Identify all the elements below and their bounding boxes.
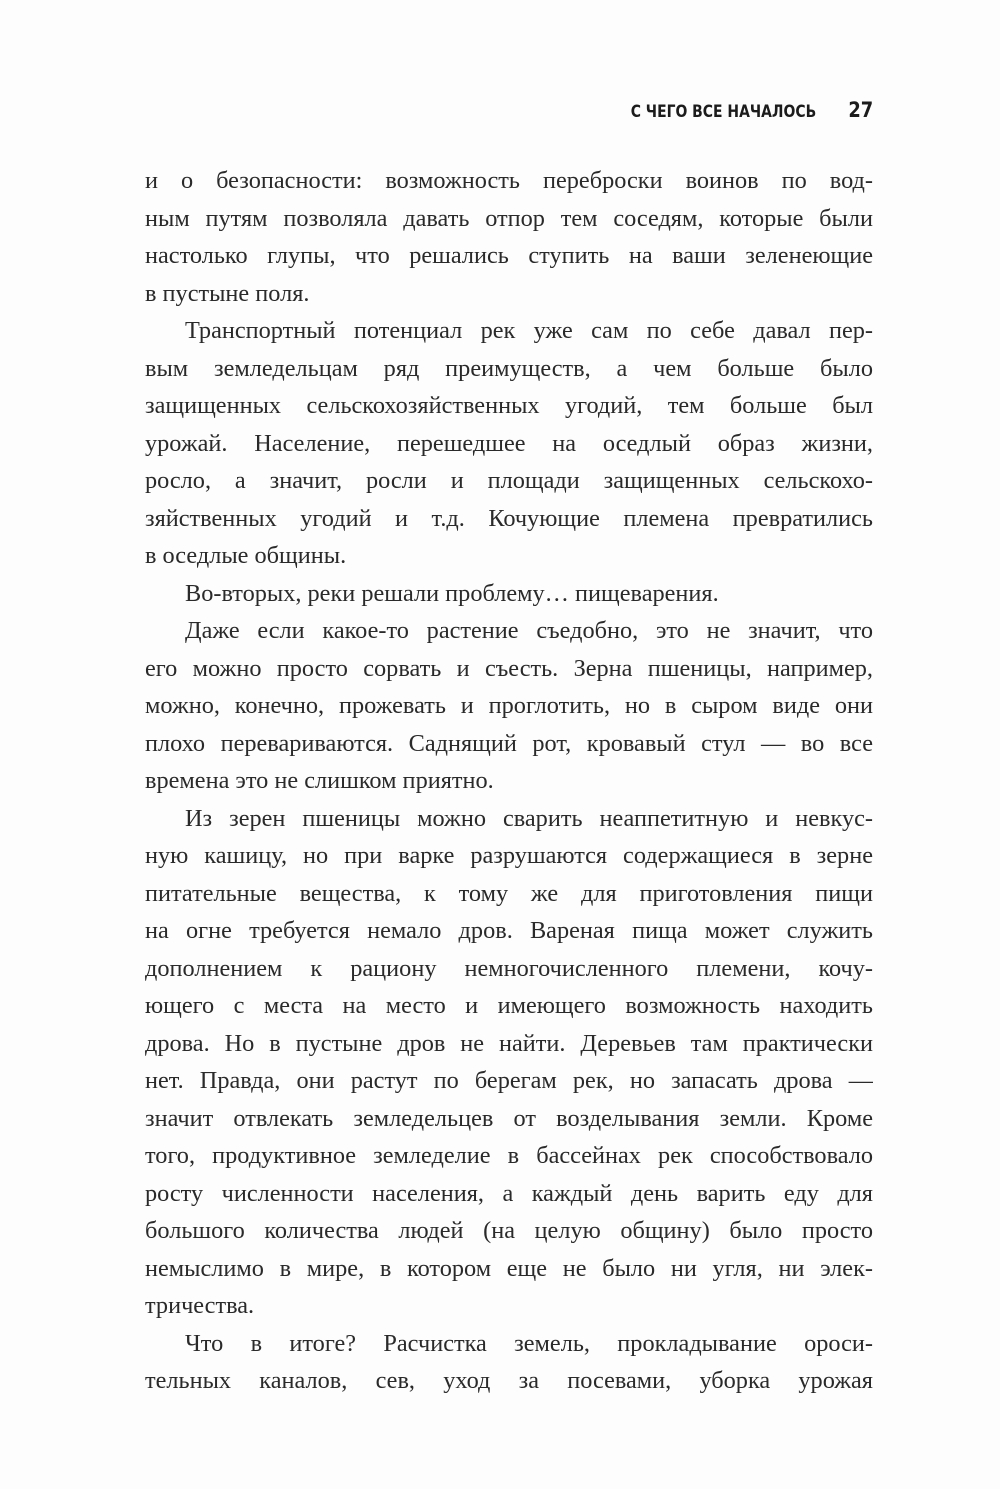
text-line: его можно просто сорвать и съесть. Зерна пшеницы, например, (145, 654, 873, 682)
text-line: Что в итоге? Расчистка земель, прокладывание ороси- (185, 1329, 873, 1357)
page-number: 27 (848, 98, 873, 122)
text-line: ным путям позволяла давать отпор тем соседям, которые были (145, 204, 873, 232)
paragraph (145, 312, 873, 575)
text-line: дрова. Но в пустыне дров не найти. Деревьев там практически (145, 1029, 873, 1057)
paragraph (145, 575, 873, 613)
paragraph (145, 800, 873, 1325)
text-line: времена это не слишком приятно. (145, 767, 494, 794)
text-line: большого количества людей (на целую общину) было просто (145, 1217, 873, 1244)
text-line: тричества. (145, 1292, 255, 1319)
text-line: настолько глупы, что решались ступить на ваши зеленеющие (145, 242, 873, 269)
text-line: урожай. Население, перешедшее на оседлый образ жизни, (145, 429, 873, 457)
chapter-title: С ЧЕГО ВСЕ НАЧАЛОСЬ (630, 102, 816, 122)
text-line: нет. Правда, они растут по берегам рек, но запасать дрова — (145, 1067, 873, 1094)
text-line: дополнением к рациону немногочисленного племени, кочу- (145, 954, 873, 982)
paragraph (145, 612, 873, 800)
text-line: того, продуктивное земледелие в бассейнах рек способствовало (145, 1142, 873, 1169)
text-line: зяйственных угодий и т.д. Кочующие племена превратились (145, 504, 873, 532)
text-line: ющего с места на место и имеющего возможность находить (145, 992, 873, 1019)
text-line: росту численности населения, а каждый день варить еду для (145, 1179, 873, 1207)
text-line: и о безопасности: возможность переброски воинов по вод- (145, 167, 873, 194)
text-line: питательные вещества, к тому же для приготовления пищи (145, 879, 873, 907)
text-line: на огне требуется немало дров. Вареная пища может служить (145, 917, 873, 944)
text-line: росло, а значит, росли и площади защищенных сельскохо- (145, 467, 873, 494)
text-line: Транспортный потенциал рек уже сам по себе давал пер- (185, 317, 873, 344)
text-line: Во-вторых, реки решали проблему… пищеварения. (185, 579, 719, 607)
text-line: защищенных сельскохозяйственных угодий, тем больше был (145, 392, 873, 419)
text-line: значит отвлекать земледельцев от возделывания земли. Кроме (145, 1104, 873, 1132)
text-line: Даже если какое-то растение съедобно, это не значит, что (185, 617, 873, 644)
text-line: вым земледельцам ряд преимуществ, а чем больше было (145, 354, 873, 382)
body-text (145, 162, 873, 1400)
text-line: тельных каналов, сев, уход за посевами, уборка урожая (145, 1367, 873, 1394)
running-head (590, 98, 873, 122)
text-line: немыслимо в мире, в котором еще не было ни угля, ни элек- (145, 1254, 873, 1282)
paragraph (145, 1325, 873, 1400)
text-line: в оседлые общины. (145, 542, 347, 569)
text-line: плохо перевариваются. Саднящий рот, кровавый стул — во все (145, 729, 873, 757)
text-line: можно, конечно, прожевать и проглотить, но в сыром виде они (145, 692, 873, 719)
text-line: ную кашицу, но при варке разрушаются содержащиеся в зерне (145, 842, 873, 869)
text-line: Из зерен пшеницы можно сварить неаппетитную и невкус- (185, 804, 873, 832)
text-line: в пустыне поля. (145, 279, 310, 307)
paragraph (145, 162, 873, 312)
